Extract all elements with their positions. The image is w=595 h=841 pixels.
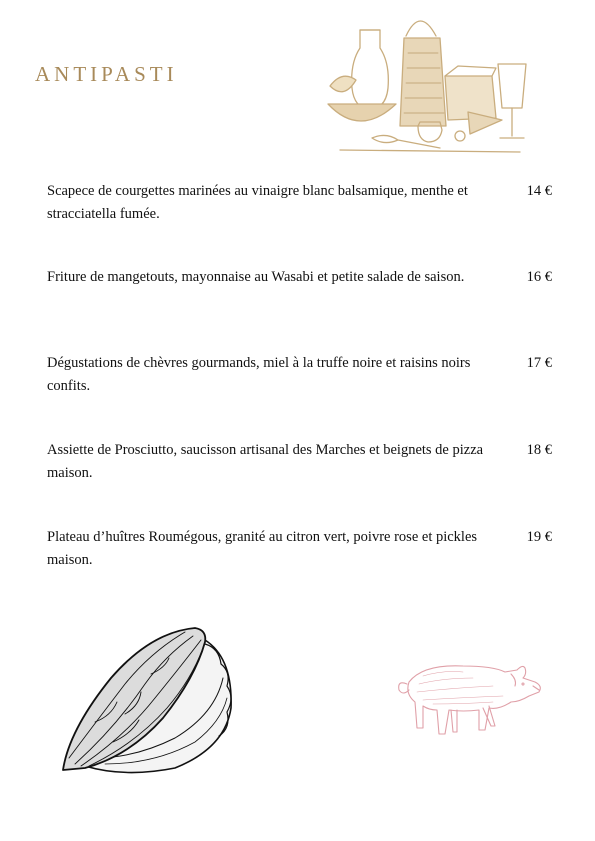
menu-item (47, 180, 552, 230)
kitchen-still-life-illustration (320, 8, 540, 158)
menu-item (47, 266, 552, 316)
item-description: Friture de mangetouts, mayonnaise au Wasabi et petite salade de saison. (47, 269, 465, 285)
menu-item (47, 439, 552, 489)
item-price: 18 € (526, 442, 552, 458)
oyster-illustration (55, 618, 245, 778)
item-price: 17 € (526, 355, 552, 371)
menu-item (47, 526, 552, 576)
menu-item (47, 352, 552, 402)
section-title: ANTIPASTI (35, 62, 178, 86)
item-price: 19 € (526, 529, 552, 545)
pig-illustration (393, 650, 545, 742)
item-price: 14 € (526, 183, 552, 199)
item-description: Dégustations de chèvres gourmands, miel à la truffe noire et raisins noirs confits. (47, 355, 471, 394)
item-description: Scapece de courgettes marinées au vinaigre blanc balsamique, menthe et stracciatella fumée. (47, 183, 468, 222)
item-description: Plateau d’huîtres Roumégous, granité au citron vert, poivre rose et pickles maison. (47, 529, 478, 568)
item-price: 16 € (526, 269, 552, 285)
item-description: Assiette de Prosciutto, saucisson artisanal des Marches et beignets de pizza maison. (47, 442, 484, 481)
